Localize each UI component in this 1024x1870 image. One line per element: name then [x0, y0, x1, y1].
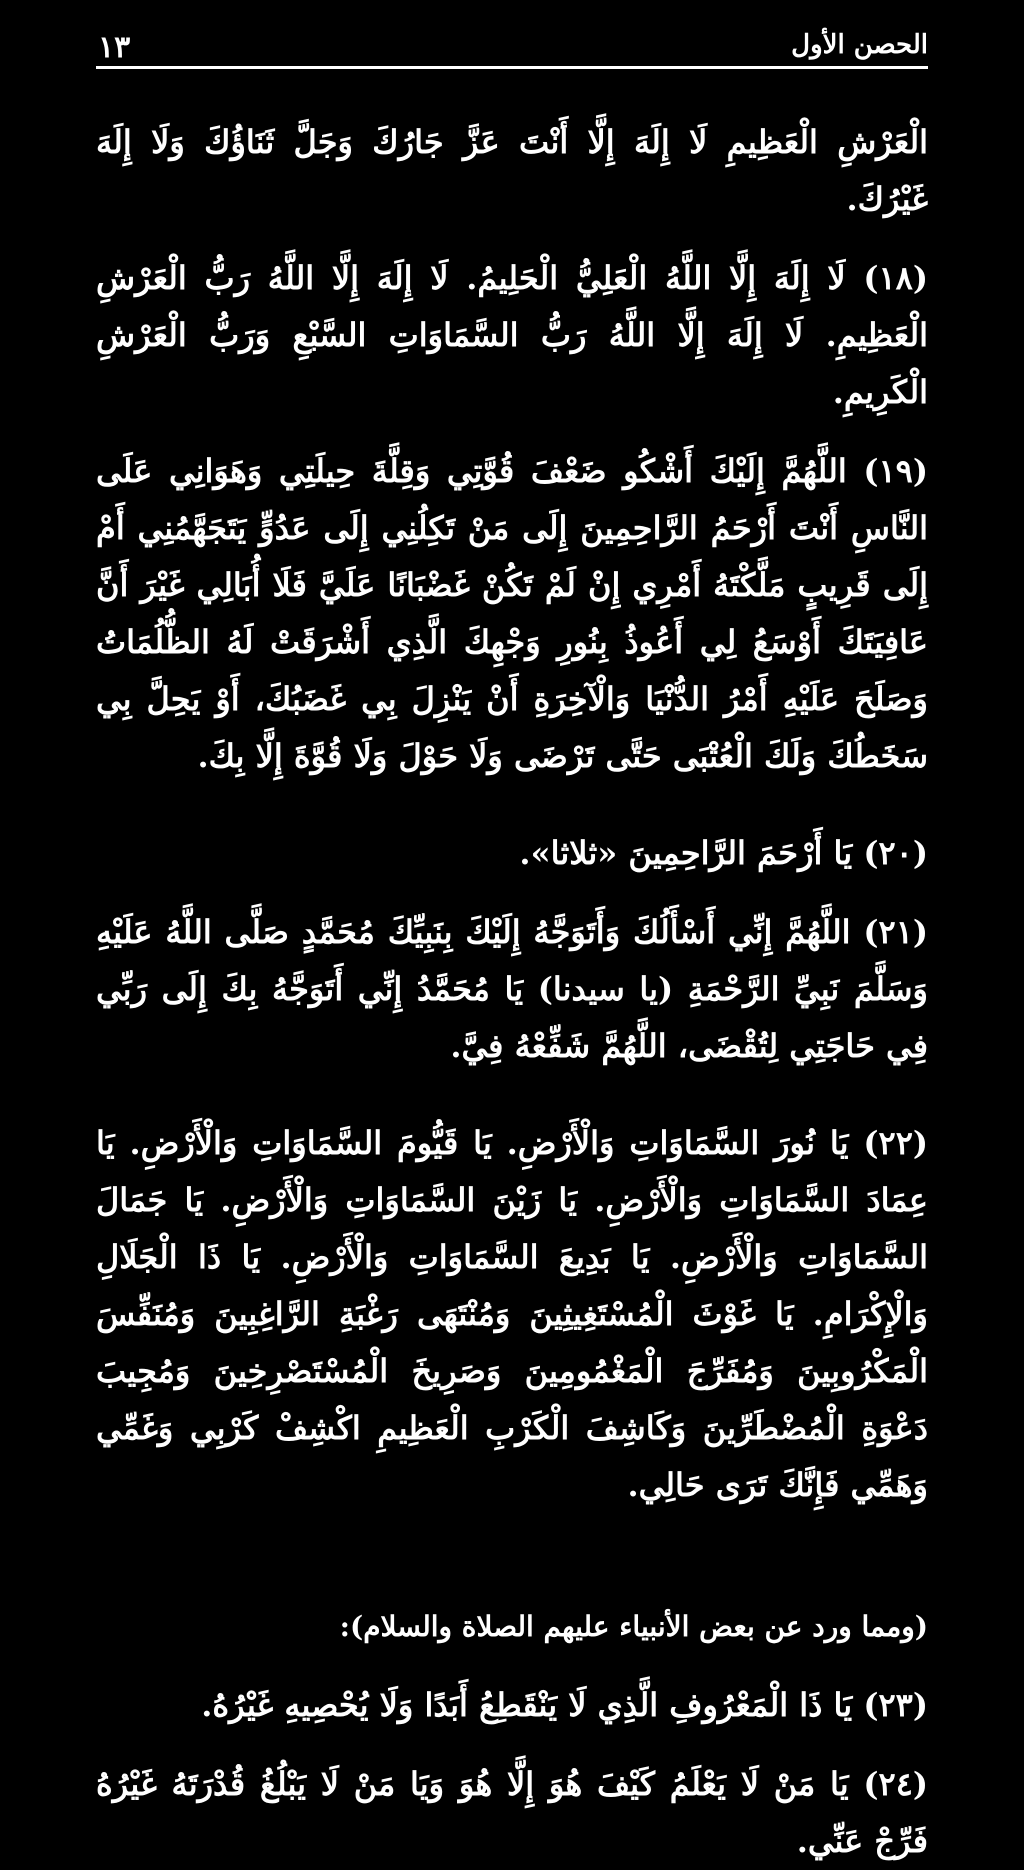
section-heading: (ومما ورد عن بعض الأنبياء عليهم الصلاة والسلام):	[339, 1610, 928, 1643]
paragraph-20: (٢٠) يَا أَرْحَمَ الرَّاحِمِينَ «ثلاثا».	[519, 834, 928, 872]
paragraph-23: (٢٣) يَا ذَا الْمَعْرُوفِ الَّذِي لَا يَنْقَطِعُ أَبَدًا وَلَا يُحْصِيهِ غَيْرُهُ.	[201, 1686, 928, 1724]
paragraph-17-continuation: الْعَرْشِ الْعَظِيمِ لَا إِلَهَ إِلَّا أَنْتَ عَزَّ جَارُكَ وَجَلَّ ثَنَاؤُكَ وَلَا إِلَهَ غَيْرُكَ.	[96, 123, 928, 218]
paragraph-22: (٢٢) يَا نُورَ السَّمَاوَاتِ وَالْأَرْضِ. يَا قَيُّومَ السَّمَاوَاتِ وَالْأَرْضِ. يَا عِمَادَ السَّمَاوَاتِ وَالْأَرْضِ. يَا زَيْنَ السَّمَاوَاتِ وَالْأَرْضِ. يَا جَمَالَ السَّمَاوَاتِ وَالْأَرْضِ. يَا بَدِيعَ السَّمَاوَاتِ وَالْأَرْضِ. يَا ذَا الْجَلَالِ وَالْإِكْرَامِ. يَا غَوْثَ الْمُسْتَغِيثِينَ وَمُنْتَهَى رَغْبَةِ الرَّاغِبِينَ وَمُنَفِّسَ الْمَكْرُوبِينَ وَمُفَرِّجَ الْمَغْمُومِينَ وَصَرِيخَ الْمُسْتَصْرِخِينَ وَمُجِيبَ دَعْوَةِ الْمُضْطَرِّينَ وَكَاشِفَ الْكَرْبِ الْعَظِيمِ اكْشِفْ كَرْبِي وَغَمِّي وَهَمِّي فَإِنَّكَ تَرَى حَالِي.	[96, 1124, 929, 1504]
paragraph-19: (١٩) اللَّهُمَّ إِلَيْكَ أَشْكُو ضَعْفَ قُوَّتِي وَقِلَّةَ حِيلَتِي وَهَوَانِي عَلَى النَّاسِ أَنْتَ أَرْحَمُ الرَّاحِمِينَ إِلَى مَنْ تَكِلُنِي إِلَى عَدُوٍّ يَتَجَهَّمُنِي أَمْ إِلَى قَرِيبٍ مَلَّكْتَهُ أَمْرِي إِنْ لَمْ تَكُنْ غَضْبَانًا عَلَيَّ فَلَا أُبَالِي غَيْرَ أَنَّ عَافِيَتَكَ أَوْسَعُ لِي أَعُوذُ بِنُورِ وَجْهِكَ الَّذِي أَشْرَقَتْ لَهُ الظُّلُمَاتُ وَصَلَحَ عَلَيْهِ أَمْرُ الدُّنْيَا وَالْآخِرَةِ أَنْ يَنْزِلَ بِي غَضَبُكَ، أَوْ يَحِلَّ بِي سَخَطُكَ وَلَكَ الْعُتْبَى حَتَّى تَرْضَى وَلَا حَوْلَ وَلَا قُوَّةَ إِلَّا بِكَ.	[96, 452, 929, 775]
paragraph-24: (٢٤) يَا مَنْ لَا يَعْلَمُ كَيْفَ هُوَ إِلَّا هُوَ وَيَا مَنْ لَا يَبْلُغُ قُدْرَتَهُ غَيْرُهُ فَرِّجْ عَنِّي.	[96, 1765, 929, 1860]
page-header	[96, 26, 928, 66]
paragraph-18: (١٨) لَا إِلَهَ إِلَّا اللَّهُ الْعَلِيُّ الْحَلِيمُ. لَا إِلَهَ إِلَّا اللَّهُ رَبُّ الْعَرْشِ الْعَظِيمِ. لَا إِلَهَ إِلَّا اللَّهُ رَبُّ السَّمَاوَاتِ السَّبْعِ وَرَبُّ الْعَرْشِ الْكَرِيمِ.	[96, 259, 928, 411]
page-number: ١٣	[98, 30, 131, 65]
page-content	[96, 114, 928, 1870]
paragraph-21: (٢١) اللَّهُمَّ إِنِّي أَسْأَلُكَ وَأَتَوَجَّهُ إِلَيْكَ بِنَبِيِّكَ مُحَمَّدٍ صَلَّى اللَّهُ عَلَيْهِ وَسَلَّمَ نَبِيِّ الرَّحْمَةِ (يا سيدنا) يَا مُحَمَّدُ إِنِّي أَتَوَجَّهُ بِكَ إِلَى رَبِّي فِي حَاجَتِي لِتُقْضَى، اللَّهُمَّ شَفِّعْهُ فِيَّ.	[96, 913, 929, 1065]
chapter-title: الحصن الأول	[791, 30, 928, 60]
header-rule	[96, 66, 928, 69]
